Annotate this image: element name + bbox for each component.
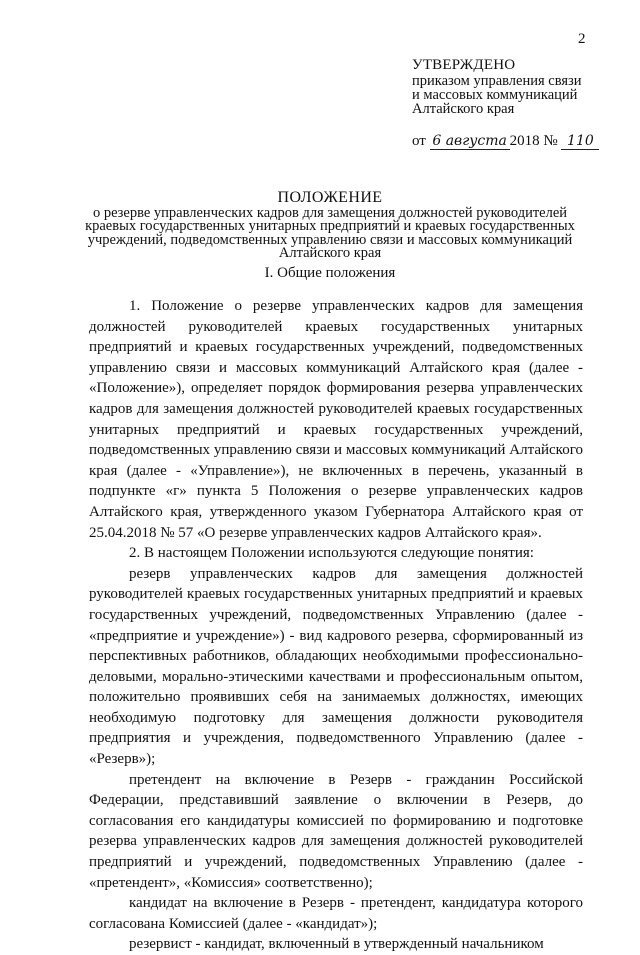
section-heading: I. Общие положения [264, 265, 396, 281]
subtitle-line: учреждений, подведомственных управлению связи и массовых коммуникаций [87, 231, 573, 248]
order-year: 2018 [509, 133, 540, 149]
paragraph: кандидат на включение в Резерв - претендент, кандидатура которого согласована Комиссией (далее - «кандидат»); [89, 895, 583, 932]
paragraph: резерв управленческих кадров для замещения должностей руководителей краевых государственных унитарных предприятий и краевых государственных учреждений, подведомственных Управлению (далее - «предприятие и учреждение») - вид кадрового резерва, сформированный из перспективных работников, обладающих необходимыми профессионально-деловыми, морально-этическими качествами и профессиональным опытом, положительно проявивших себя на занимаемых должностях, имеющих необходимую подготовку для замещения должности руководителя предприятия и учреждения, подведомственного Управлению (далее - «Резерв»); [89, 565, 583, 768]
approval-line: и массовых коммуникаций [412, 87, 578, 103]
approval-block [412, 57, 627, 116]
handwritten-date: 6 августа [430, 134, 510, 150]
paragraph: претендент на включение в Резерв - гражданин Российской Федерации, представивший заявление о включении в Резерв, до согласования его кандидатуры комиссией по формированию и подготовке резерва управленческих кадров для замещения должностей руководителей предприятий и учреждений, подведомственных Управлению (далее - «претендент», «Комиссия» соответственно); [89, 771, 583, 891]
order-prefix: от [412, 133, 426, 149]
order-date-line [412, 132, 627, 150]
title-block [80, 189, 580, 261]
paragraph: резервист - кандидат, включенный в утвержденный начальником [129, 936, 544, 953]
document-title: ПОЛОЖЕНИЕ [277, 189, 383, 206]
paragraph: 1. Положение о резерве управленческих кадров для замещения должностей руководителей краевых государственных унитарных предприятий и краевых государственных учреждений, подведомственных управлению связи и массовых коммуникаций Алтайского края (далее - «Положение»), определяет порядок формирования резерва управленческих кадров для замещения должностей руководителей краевых государственных унитарных предприятий и краевых государственных учреждений, подведомственных управлению связи и массовых коммуникаций Алтайского края (далее - «Управление»), не включенных в перечень, указанный в подпункте «г» пункта 5 Положения о резерве управленческих кадров Алтайского края, утвержденного указом Губернатора Алтайского края от 25.04.2018 № 57 «О резерве управленческих кадров Алтайского края». [89, 298, 583, 541]
approval-line: Алтайского края [412, 101, 515, 117]
subtitle-line: Алтайского края [278, 245, 382, 262]
paragraph: 2. В настоящем Положении используются следующие понятия: [129, 545, 534, 562]
page-number: 2 [578, 31, 586, 47]
document-body [89, 296, 583, 955]
subtitle-line: краевых государственных унитарных предприятий и краевых государственных [85, 218, 575, 235]
approval-line: приказом управления связи [412, 73, 582, 89]
number-sign: № [543, 133, 558, 149]
subtitle-line: о резерве управленческих кадров для замещения должностей руководителей [92, 205, 568, 221]
handwritten-number: 110 [561, 134, 599, 150]
approval-heading: УТВЕРЖДЕНО [412, 57, 516, 73]
